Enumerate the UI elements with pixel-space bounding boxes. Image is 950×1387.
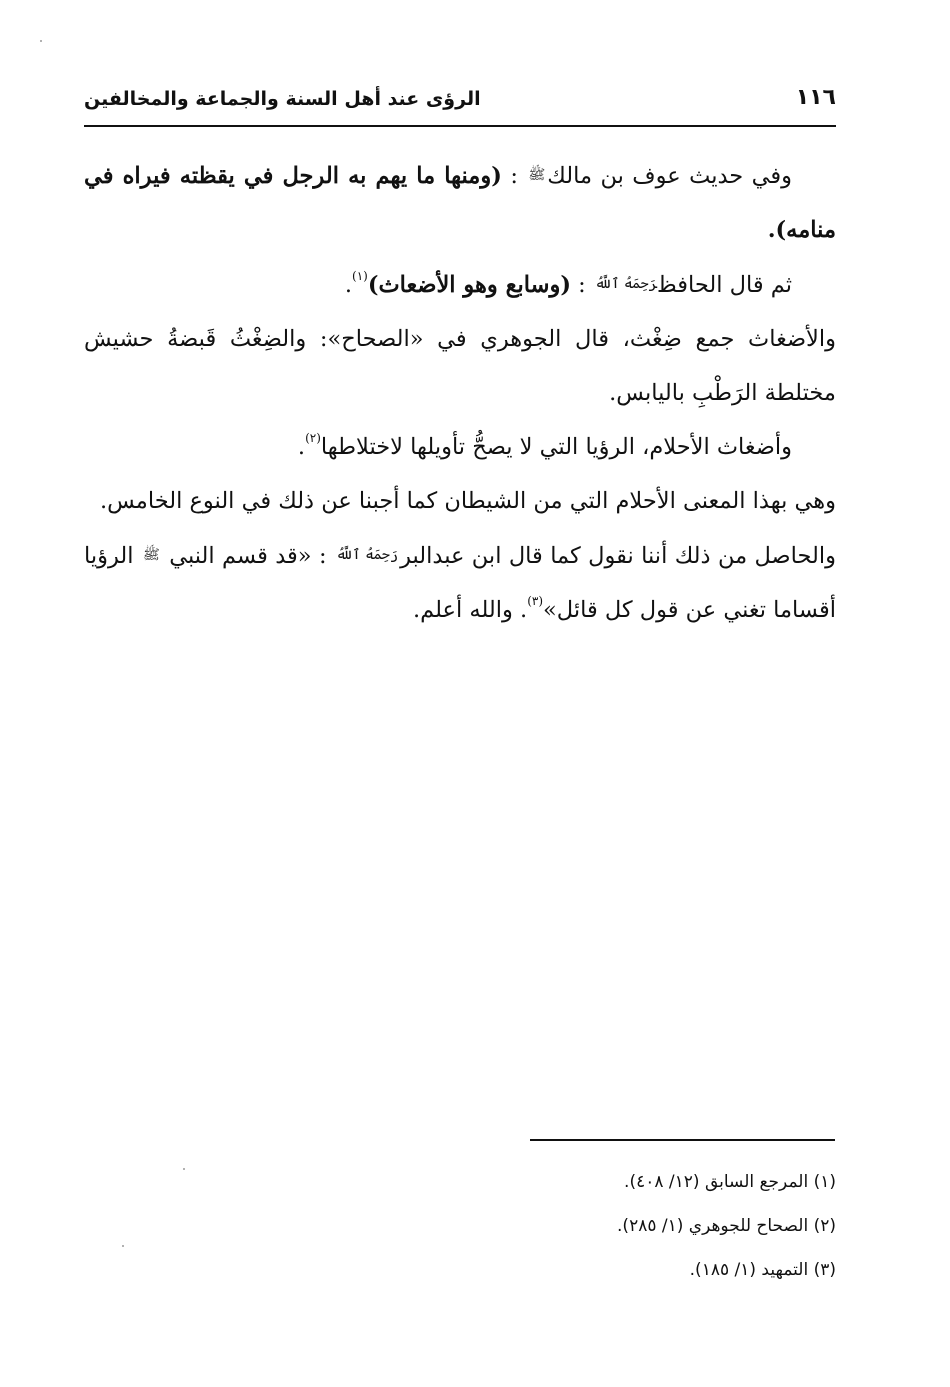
running-title: الرؤى عند أهل السنة والجماعة والمخالفين bbox=[84, 88, 481, 110]
footnote-ref-2[interactable]: (٢) bbox=[305, 431, 321, 445]
paragraph-conclusion bbox=[84, 528, 836, 637]
colon: : bbox=[501, 163, 527, 189]
scan-speck bbox=[122, 1245, 124, 1247]
paragraph-shaytan bbox=[84, 474, 836, 528]
quote-text: الرؤيا أقساما تغني عن قول كل قائل» bbox=[84, 543, 836, 623]
paragraph-text: وأضغاث الأحلام، الرؤيا التي لا يصحُّ تأويلها لاختلاطها bbox=[320, 434, 792, 460]
honorific-rahimahu: رَحِمَهُ ٱللَّهُ bbox=[594, 276, 657, 292]
paragraph-text: وفي حديث عوف بن مالك bbox=[547, 163, 793, 189]
paragraph-text: والأضغاث جمع ضِغْث، قال الجوهري في «الصحاح»: والضِغْثُ قَبضةُ حشيش مختلطة الرَطْبِ باليابس. bbox=[84, 326, 836, 406]
footnote-3: (٣) التمهيد (١/ ١٨٥). bbox=[689, 1260, 836, 1280]
colon: : bbox=[571, 272, 593, 298]
scan-speck bbox=[183, 1168, 185, 1170]
closing-text: . والله أعلم. bbox=[412, 597, 528, 623]
paragraph-hafiz bbox=[84, 257, 836, 312]
paragraph-adghath bbox=[84, 312, 836, 420]
paragraph-awf-hadith bbox=[84, 148, 836, 257]
honorific-salla: ﷺ bbox=[142, 547, 160, 563]
hafiz-quote: (وسابع وهو الأضعاث) bbox=[367, 272, 572, 298]
page-number: ١١٦ bbox=[795, 85, 836, 110]
scan-speck bbox=[40, 40, 42, 42]
paragraph-text: وهي بهذا المعنى الأحلام التي من الشيطان كما أجبنا عن ذلك في النوع الخامس. bbox=[99, 488, 836, 514]
footnote-2: (٢) الصحاح للجوهري (١/ ٢٨٥). bbox=[617, 1216, 836, 1236]
period: . bbox=[344, 272, 352, 298]
hadith-quote: (ومنها ما يهم به الرجل في يقظته فيراه في منامه). bbox=[84, 163, 836, 243]
honorific-radiya: ﷺ bbox=[528, 167, 546, 183]
footnote-1: (١) المرجع السابق (١٢/ ٤٠٨). bbox=[624, 1172, 836, 1192]
page-header bbox=[84, 80, 836, 120]
footnote-rule bbox=[530, 1139, 835, 1141]
footnote-ref-3[interactable]: (٣) bbox=[527, 594, 544, 608]
header-rule bbox=[84, 125, 836, 127]
footnote-ref-1[interactable]: (١) bbox=[352, 269, 368, 283]
paragraph-text: ثم قال الحافظ bbox=[658, 272, 792, 298]
period: . bbox=[297, 434, 306, 460]
paragraph-text: والحاصل من ذلك أننا نقول كما قال ابن عبدالبر bbox=[400, 543, 837, 569]
quote-start: : «قد قسم النبي bbox=[161, 543, 334, 569]
body-text bbox=[84, 148, 836, 637]
paragraph-adghath-ahlam bbox=[84, 420, 836, 474]
footnotes bbox=[84, 1160, 836, 1292]
honorific-rahimahu: رَحِمَهُ ٱللَّهُ bbox=[335, 547, 399, 563]
